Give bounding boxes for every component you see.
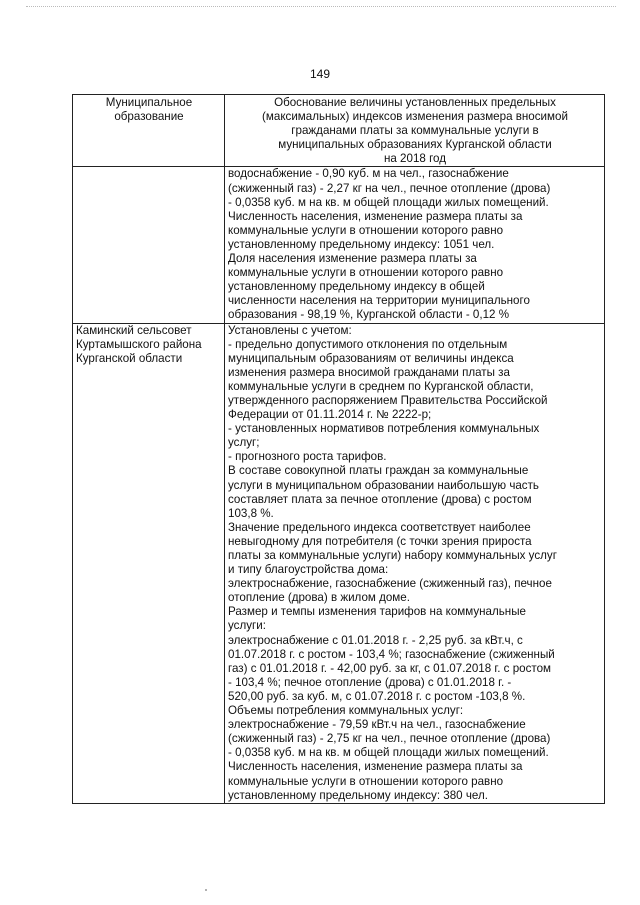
text-line: (сжиженный газ) - 2,27 кг на чел., печное отопление (дрова) (228, 181, 551, 195)
text-line: Курганской области (76, 351, 183, 365)
text-line: электроснабжение - 79,59 кВт.ч на чел., газоснабжение (228, 718, 526, 732)
text-line: муниципальным образованиям от величины индекса (228, 351, 514, 365)
text-line: услуги в муниципальном образовании наибольшую часть (228, 478, 539, 492)
text-line: составляет плата за печное отопление (дрова) с ростом (228, 492, 532, 506)
tariff-justification-table (72, 94, 605, 804)
header-col1-line: Муниципальное (105, 96, 193, 109)
header-col2-line: на 2018 год (383, 152, 447, 166)
header-col2-line: Обоснование величины установленных предельных (274, 96, 556, 109)
text-line: коммунальные услуги в отношении которого равно (228, 774, 504, 788)
text-line: установленному предельному индексу: 380 чел. (228, 788, 488, 802)
justification-cell-continuation (225, 167, 605, 323)
text-line: Размер и темпы изменения тарифов на коммунальные (228, 605, 526, 619)
text-line: 520,00 руб. за куб. м, с 01.07.2018 г. с ростом -103,8 %. (228, 689, 526, 703)
text-line: - 0,0358 куб. м на кв. м общей площади жилых помещений. (228, 195, 549, 209)
text-line: Численность населения, изменение размера платы за (228, 760, 523, 774)
text-line: Куртамышского района (76, 337, 202, 351)
text-line: Доля населения изменение размера платы за (228, 252, 477, 266)
text-line: установленному предельному индексу: 1051 чел. (228, 237, 495, 251)
header-col2-line: гражданами платы за коммунальные услуги в (291, 124, 539, 138)
text-line: Объемы потребления коммунальных услуг: (228, 704, 464, 718)
municipality-cell (73, 323, 225, 803)
text-line: 01.07.2018 г. с ростом - 103,4 %; газоснабжение (сжиженный (228, 647, 555, 661)
text-line: Численность населения, изменение размера платы за (228, 209, 523, 223)
header-municipality (73, 95, 225, 167)
text-line: электроснабжение, газоснабжение (сжиженный газ), печное (228, 577, 552, 591)
text-line: услуги: (228, 619, 266, 633)
text-line: Каминский сельсовет (76, 323, 192, 337)
header-col2-line: (максимальных) индексов изменения размера вносимой (262, 110, 568, 124)
text-line: изменения размера вносимой гражданами платы за (228, 365, 510, 379)
header-justification (225, 95, 605, 167)
text-line: 103,8 %. (228, 506, 274, 520)
text-line: В составе совокупной платы граждан за коммунальные (228, 464, 529, 478)
scan-speck (205, 889, 207, 891)
text-line: коммунальные услуги в отношении которого равно (228, 266, 504, 280)
scan-edge-noise (26, 6, 616, 9)
table-row-kaminsky (73, 323, 605, 803)
header-col2-line: муниципальных образованиях Курганской области (278, 138, 552, 152)
text-line: услуг; (228, 436, 260, 450)
text-line: образования - 98,19 %, Курганской области - 0,12 % (228, 308, 510, 322)
text-line: - 0,0358 куб. м на кв. м общей площади жилых помещений. (228, 746, 549, 760)
text-line: Федерации от 01.11.2014 г. № 2222-р; (228, 408, 432, 422)
text-line: и типу благоустройства дома: (228, 563, 389, 577)
page-number: 149 (309, 67, 331, 81)
text-line: газ) с 01.01.2018 г. - 42,00 руб. за кг, с 01.07.2018 г. с ростом (228, 661, 551, 675)
text-line: коммунальные услуги в отношении которого равно (228, 223, 504, 237)
table-row-continuation (73, 167, 605, 323)
municipality-cell-empty (73, 167, 225, 323)
text-line: электроснабжение с 01.01.2018 г. - 2,25 руб. за кВт.ч, с (228, 633, 523, 647)
text-line: (сжиженный газ) - 2,75 кг на чел., печное отопление (дрова) (228, 732, 551, 746)
text-line: утвержденного распоряжением Правительства Российской (228, 393, 548, 407)
text-line: Установлены с учетом: (228, 323, 352, 337)
text-line: - предельно допустимого отклонения по отдельным (228, 337, 508, 351)
text-line: - 103,4 %; печное отопление (дрова) с 01.01.2018 г. - (228, 675, 512, 689)
text-line: невыгодному для потребителя (с точки зрения прироста (228, 534, 532, 548)
text-line: численности населения на территории муниципального (228, 294, 530, 308)
text-line: установленному предельному индексу в общей (228, 280, 485, 294)
text-line: коммунальные услуги в среднем по Курганской области, (228, 379, 534, 393)
text-line: Значение предельного индекса соответствует наиболее (228, 520, 531, 534)
justification-cell (225, 323, 605, 803)
text-line: - установленных нормативов потребления коммунальных (228, 422, 540, 436)
text-line: платы за коммунальные услуги) набору коммунальных услуг (228, 549, 557, 562)
text-line: водоснабжение - 0,90 куб. м на чел., газоснабжение (228, 167, 509, 181)
header-col1-line: образование (114, 110, 184, 124)
text-line: отопление (дрова) в жилом доме. (228, 591, 410, 605)
text-line: - прогнозного роста тарифов. (228, 450, 387, 464)
table-header-row (73, 95, 605, 167)
